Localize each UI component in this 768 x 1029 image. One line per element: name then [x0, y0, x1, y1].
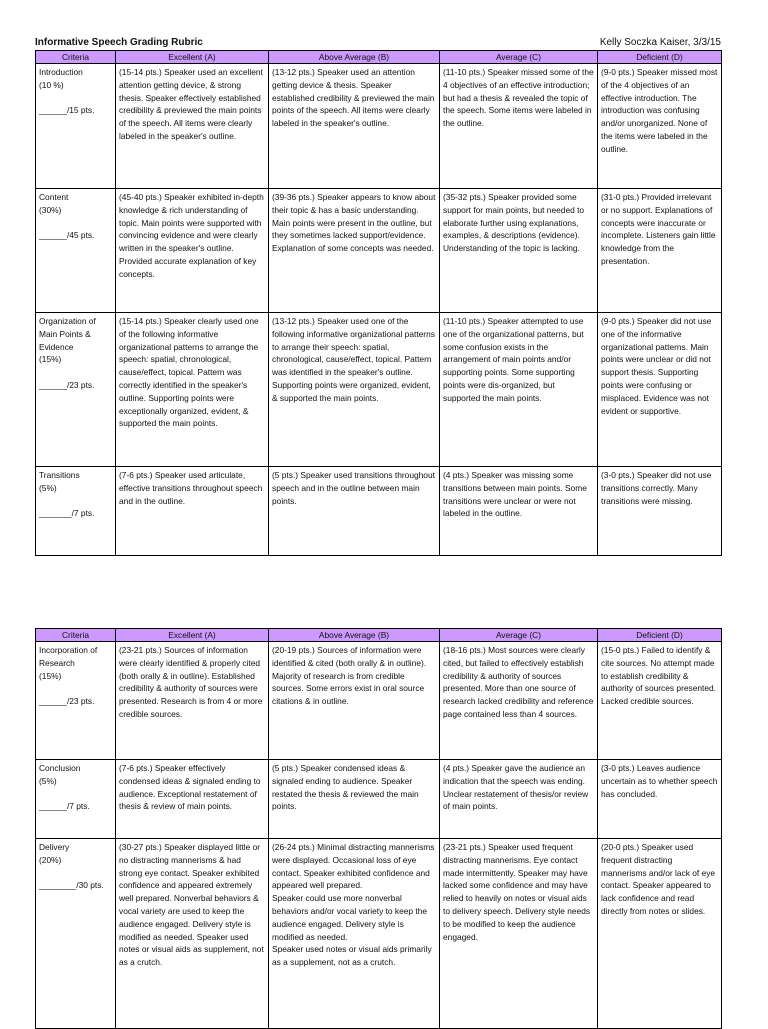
- average-cell: (4 pts.) Speaker gave the audience an indication that the speech was ending. Unclear restatement of thesis/or review of main points.: [440, 760, 598, 839]
- criteria-cell: Organization of Main Points & Evidence (15%) ______/23 pts.: [36, 313, 116, 467]
- column-header-average: Average (C): [440, 51, 598, 64]
- table-row-transitions: [36, 467, 722, 556]
- table-row-content: [36, 189, 722, 313]
- table-row-organization: [36, 313, 722, 467]
- author-date: Kelly Soczka Kaiser, 3/3/15: [599, 37, 721, 48]
- criteria-cell: Transitions (5%) _______/7 pts.: [36, 467, 116, 556]
- column-header-criteria: Criteria: [36, 629, 116, 642]
- excellent-cell: (7-6 pts.) Speaker effectively condensed ideas & signaled ending to audience. Exceptional restatement of thesis & review of main points.: [116, 760, 269, 839]
- column-header-above-average: Above Average (B): [269, 51, 440, 64]
- table-row-conclusion: [36, 760, 722, 839]
- criteria-cell: Conclusion (5%) ______/7 pts.: [36, 760, 116, 839]
- table-row-research: [36, 642, 722, 760]
- average-cell: (35-32 pts.) Speaker provided some support for main points, but needed to elaborate further using explanations, examples, & descriptions (evidence). Understanding of the topic is lacking.: [440, 189, 598, 313]
- excellent-cell: (45-40 pts.) Speaker exhibited in-depth knowledge & rich understanding of topic. Main points were supported with convincing evidence and were clearly written in the speaker's outline. Provided accurate explanation of key concepts.: [116, 189, 269, 313]
- excellent-cell: (23-21 pts.) Sources of information were clearly identified & properly cited (both orally & in outline). Established credibility & authority of sources were presented. Research is from 4 or more credible sources.: [116, 642, 269, 760]
- above-average-cell: (13-12 pts.) Speaker used one of the following informative organizational patterns to arrange their speech: spatial, chronological, cause/effect, topical. Pattern was identified in the speaker's outline. Supporting points were organized, evident, & supported the main points.: [269, 313, 440, 467]
- rubric-table-1: [35, 50, 722, 556]
- column-header-deficient: Deficient (D): [598, 51, 722, 64]
- header-row: [36, 629, 722, 642]
- table-row-introduction: [36, 64, 722, 189]
- average-cell: (11-10 pts.) Speaker missed some of the 4 objectives of an effective introduction; but had a thesis & revealed the topic of the speech. Some items were labeled in the outline.: [440, 64, 598, 189]
- column-header-excellent: Excellent (A): [116, 629, 269, 642]
- column-header-deficient: Deficient (D): [598, 629, 722, 642]
- deficient-cell: (3-0 pts.) Leaves audience uncertain as to whether speech has concluded.: [598, 760, 722, 839]
- criteria-cell: Content (30%) ______/45 pts.: [36, 189, 116, 313]
- excellent-cell: (15-14 pts.) Speaker clearly used one of the following informative organizational patterns to arrange the speech: spatial, chronological, cause/effect, topical. Pattern was correctly identified in the speaker's outline. Supporting points were exceptionally organized, evident, & supported the main points.: [116, 313, 269, 467]
- header-row: [36, 51, 722, 64]
- average-cell: (18-16 pts.) Most sources were clearly cited, but failed to effectively establish credibility & authority of sources presented. More than one source of research lacked credibility and reference page contained less than 4 sources.: [440, 642, 598, 760]
- deficient-cell: (9-0 pts.) Speaker missed most of the 4 objectives of an effective introduction. The introduction was confusing and/or unorganized. None of the items were labeled in the outline.: [598, 64, 722, 189]
- rubric-table-2: [35, 628, 722, 1029]
- excellent-cell: (30-27 pts.) Speaker displayed little or no distracting mannerisms & had strong eye contact. Speaker exhibited confidence and appeared extremely well prepared. Nonverbal behaviors & vocal variety are used to keep the audience engaged. Delivery style is modified as needed. Speaker used notes or visual aids as supplement, not as a crutch.: [116, 839, 269, 1029]
- column-header-excellent: Excellent (A): [116, 51, 269, 64]
- criteria-cell: Introduction (10 %) ______/15 pts.: [36, 64, 116, 189]
- criteria-cell: Incorporation of Research (15%) ______/23 pts.: [36, 642, 116, 760]
- above-average-cell: (26-24 pts.) Minimal distracting mannerisms were displayed. Occasional loss of eye contact. Speaker exhibited confidence and appeared well prepared. Speaker could use more nonverbal behaviors and/or vocal variety to keep the audience engaged. Delivery style is modified as needed. Speaker used notes or visual aids primarily as a supplement, not as a crutch.: [269, 839, 440, 1029]
- deficient-cell: (20-0 pts.) Speaker used frequent distracting mannerisms and/or lack of eye contact. Speaker appeared to lack confidence and read directly from notes or slides.: [598, 839, 722, 1029]
- column-header-above-average: Above Average (B): [269, 629, 440, 642]
- deficient-cell: (3-0 pts.) Speaker did not use transitions correctly. Many transitions were missing.: [598, 467, 722, 556]
- average-cell: (23-21 pts.) Speaker used frequent distracting mannerisms. Eye contact made intermittently. Speaker may have lacked some confidence and may have relied to heavily on notes or visual aids to delivery speech. Delivery style needs to be modified to keep the audience engaged.: [440, 839, 598, 1029]
- table-row-delivery: [36, 839, 722, 1029]
- deficient-cell: (9-0 pts.) Speaker did not use one of the informative organizational patterns. Main points were unclear or did not support thesis. Supporting points were confusing or misplaced. Evidence was not evident or supportive.: [598, 313, 722, 467]
- excellent-cell: (15-14 pts.) Speaker used an excellent attention getting device, & strong thesis. Speaker effectively established credibility & previewed the main points of the speech. All items were clearly labeled in the speaker's outline.: [116, 64, 269, 189]
- rubric-title: Informative Speech Grading Rubric: [35, 37, 203, 48]
- average-cell: (11-10 pts.) Speaker attempted to use one of the organizational patterns, but some confusion exists in the arrangement of main points and/or supporting points. Some supporting points were dis-organized, but supported the main points.: [440, 313, 598, 467]
- excellent-cell: (7-6 pts.) Speaker used articulate, effective transitions throughout speech and in the outline.: [116, 467, 269, 556]
- page-header: [35, 36, 721, 50]
- criteria-cell: Delivery (20%) ________/30 pts.: [36, 839, 116, 1029]
- above-average-cell: (39-36 pts.) Speaker appears to know about their topic & has a basic understanding. Main points were present in the outline, but they sometimes lacked support/evidence. Explanation of some concepts was needed.: [269, 189, 440, 313]
- column-header-average: Average (C): [440, 629, 598, 642]
- above-average-cell: (20-19 pts.) Sources of information were identified & cited (both orally & in outline). Majority of research is from credible sources. Some errors exist in oral source citations & in outline.: [269, 642, 440, 760]
- deficient-cell: (31-0 pts.) Provided irrelevant or no support. Explanations of concepts were inaccurate or incomplete. Listeners gain little knowledge from the presentation.: [598, 189, 722, 313]
- average-cell: (4 pts.) Speaker was missing some transitions between main points. Some transitions were unclear or were not labeled in the outline.: [440, 467, 598, 556]
- above-average-cell: (13-12 pts.) Speaker used an attention getting device & thesis. Speaker established credibility & previewed the main points of the speech. All items were clearly labeled in the speaker's outline.: [269, 64, 440, 189]
- deficient-cell: (15-0 pts.) Failed to identify & cite sources. No attempt made to establish credibility & authority of sources presented. Lacked credible sources.: [598, 642, 722, 760]
- column-header-criteria: Criteria: [36, 51, 116, 64]
- above-average-cell: (5 pts.) Speaker used transitions throughout speech and in the outline between main points.: [269, 467, 440, 556]
- above-average-cell: (5 pts.) Speaker condensed ideas & signaled ending to audience. Speaker restated the thesis & reviewed the main points.: [269, 760, 440, 839]
